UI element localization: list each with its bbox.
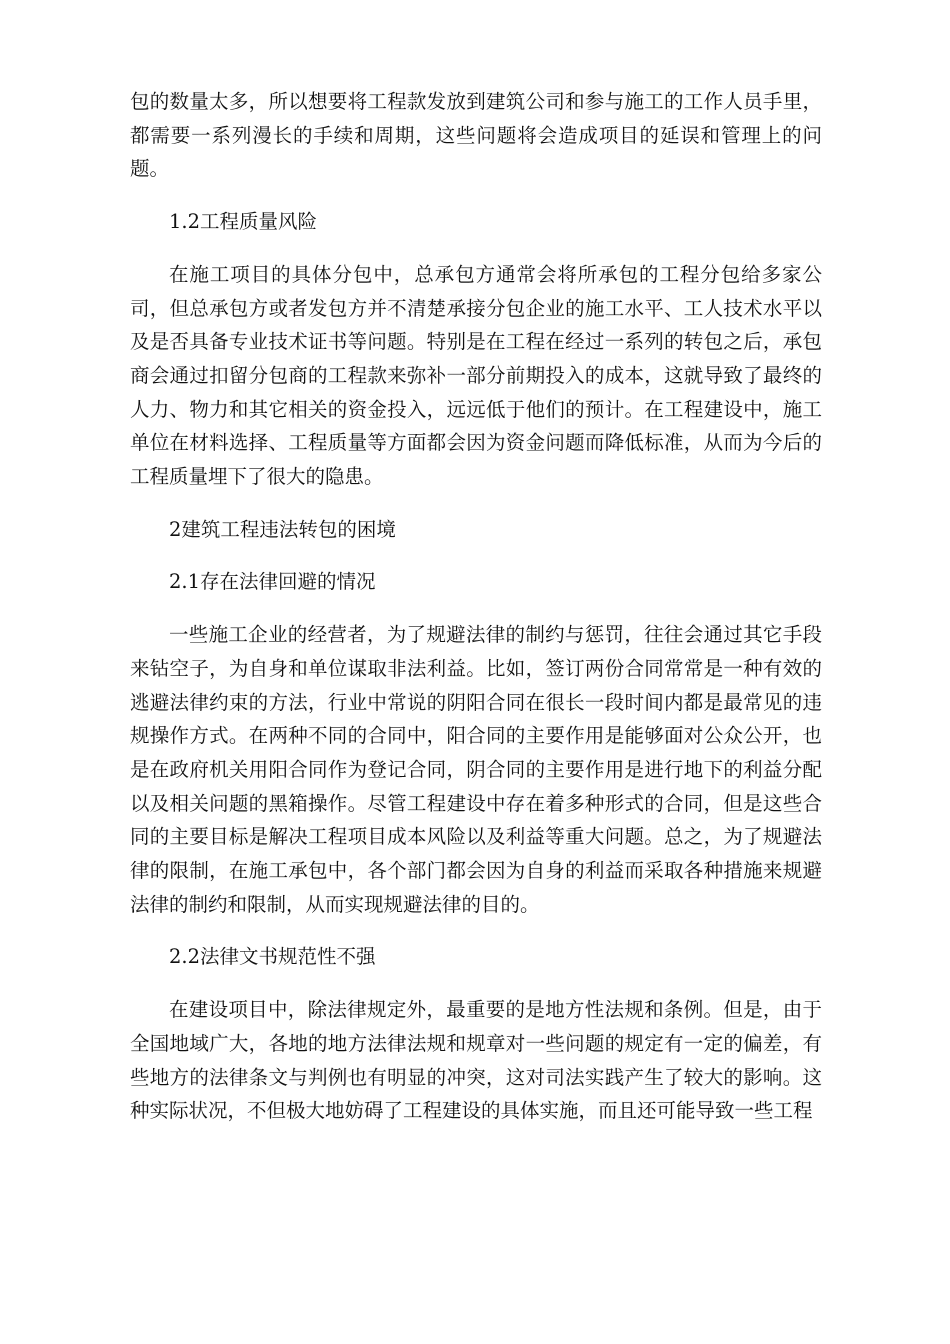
heading-2-1: 2.1存在法律回避的情况: [169, 570, 376, 594]
heading-2: 2建筑工程违法转包的困境: [169, 517, 396, 541]
heading-2-2: 2.2法律文书规范性不强: [169, 945, 376, 969]
paragraph-quality-risk: 在施工项目的具体分包中，总承包方通常会将所承包的工程分包给多家公司，但总承包方或者发包方并不清楚承接分包企业的施工水平、工人技术水平以及是否具备专业技术证书等问题。特别是在工程在经过一系列的转包之后，承包商会通过扣留分包商的工程款来弥补一部分前期投入的成本，这就导致了最终的人力、物力和其它相关的资金投入，远远低于他们的预计。在工程建设中，施工单位在材料选择、工程质量等方面都会因为资金问题而降低标准，从而为今后的工程质量埋下了很大的隐患。: [130, 262, 822, 489]
paragraph-continuation: 包的数量太多，所以想要将工程款发放到建筑公司和参与施工的工作人员手里，都需要一系列漫长的手续和周期，这些问题将会造成项目的延误和管理上的问题。: [130, 90, 822, 181]
heading-1-2: 1.2工程质量风险: [169, 210, 318, 234]
paragraph-legal-avoidance: 一些施工企业的经营者，为了规避法律的制约与惩罚，往往会通过其它手段来钻空子，为自身和单位谋取非法利益。比如，签订两份合同常常是一种有效的逃避法律约束的方法，行业中常说的阴阳合同在很长一段时间内都是最常见的违规操作方式。在两种不同的合同中，阳合同的主要作用是能够面对公众公开，也是在政府机关用阳合同作为登记合同，阴合同的主要作用是进行地下的利益分配以及相关问题的黑箱操作。尽管工程建设中存在着多种形式的合同，但是这些合同的主要目标是解决工程项目成本风险以及利益等重大问题。总之，为了规避法律的限制，在施工承包中，各个部门都会因为自身的利益而采取各种措施来规避法律的制约和限制，从而实现规避法律的目的。: [130, 623, 822, 916]
paragraph-legal-documents: 在建设项目中，除法律规定外，最重要的是地方性法规和条例。但是，由于全国地域广大，各地的地方法律法规和规章对一些问题的规定有一定的偏差，有些地方的法律条文与判例也有明显的冲突，这对司法实践产生了较大的影响。这种实际状况，不但极大地妨碍了工程建设的具体实施，而且还可能导致一些工程: [130, 998, 822, 1123]
document-body: [130, 85, 822, 1147]
